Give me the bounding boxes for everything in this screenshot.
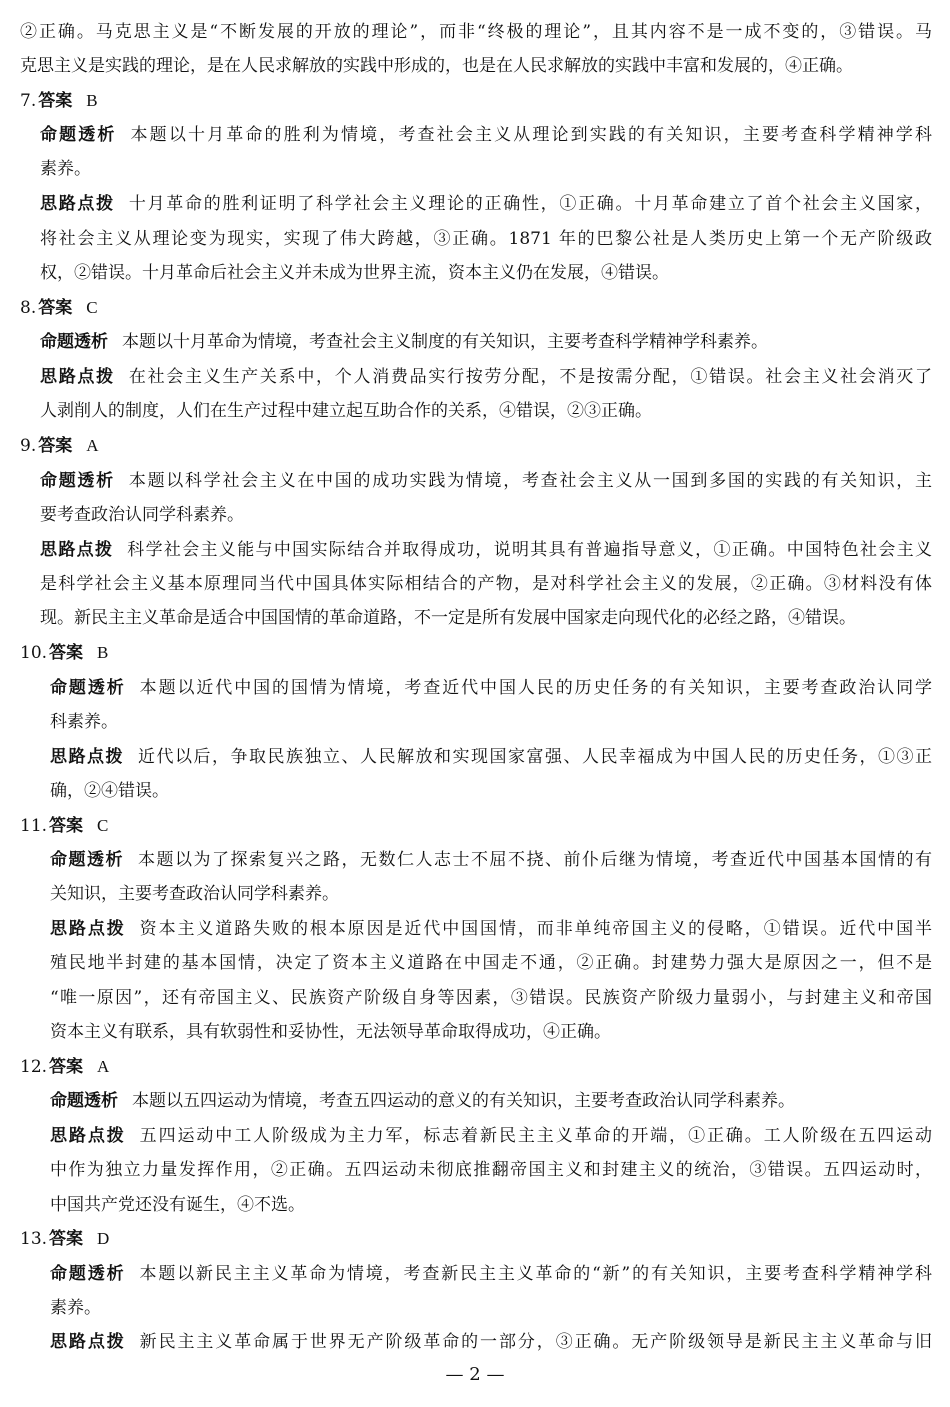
question-header	[20, 636, 108, 670]
hint-text: 十月革命的胜利证明了科学社会主义理论的正确性，①正确。十月革命建立了首个社会主义国家，	[128, 194, 932, 214]
intro-line: 克思主义是实践的理论，是在人民求解放的实践中形成的，也是在人民求解放的实践中丰富和发展的，④正确。	[20, 56, 853, 76]
question-number: 13.	[20, 1229, 48, 1249]
analysis-text: 本题以十月革命为情境，考查社会主义制度的有关知识，主要考查科学精神学科素养。	[122, 332, 768, 352]
analysis-line	[50, 843, 932, 877]
question-number: 12.	[20, 1057, 48, 1077]
analysis-label: 命题透析	[50, 678, 126, 698]
answer-value: C	[97, 816, 109, 835]
question-header	[20, 291, 98, 325]
hint-line	[40, 533, 932, 567]
hint-label: 思路点拨	[50, 747, 124, 767]
question-number: 10.	[20, 643, 48, 663]
hint-line: 人剥削人的制度，人们在生产过程中建立起互助合作的关系，④错误，②③正确。	[40, 401, 652, 421]
analysis-line	[50, 671, 932, 705]
hint-line	[40, 360, 932, 394]
hint-line: 确，②④错误。	[50, 781, 169, 801]
hint-label: 思路点拨	[50, 1126, 126, 1146]
hint-text: 五四运动中工人阶级成为主力军，标志着新民主主义革命的开端，①正确。工人阶级在五四运动	[139, 1126, 932, 1146]
hint-label: 思路点拨	[50, 919, 126, 939]
analysis-label: 命题透析	[40, 125, 117, 145]
analysis-text: 本题以新民主主义革命为情境，考查新民主主义革命的“新”的有关知识，主要考查科学精神学科	[139, 1264, 932, 1284]
hint-line: 中国共产党还没有诞生，④不选。	[50, 1195, 305, 1215]
question-header	[20, 429, 99, 463]
question-header	[20, 84, 98, 118]
hint-label: 思路点拨	[40, 367, 115, 387]
intro-line: ②正确。马克思主义是“不断发展的开放的理论”，而非“终极的理论”，且其内容不是一成不变的，③错误。马	[20, 22, 932, 42]
hint-line: 中作为独立力量发挥作用，②正确。五四运动未彻底推翻帝国主义和封建主义的统治，③错误。五四运动时，	[50, 1160, 932, 1180]
analysis-label: 命题透析	[40, 332, 108, 352]
answer-label: 答案	[38, 91, 73, 111]
analysis-label: 命题透析	[40, 471, 115, 491]
analysis-label: 命题透析	[50, 1091, 118, 1111]
question-number: 7.	[20, 91, 37, 111]
answer-label: 答案	[49, 816, 84, 836]
analysis-text: 本题以近代中国的国情为情境，考查近代中国人民的历史任务的有关知识，主要考查政治认同学	[139, 678, 932, 698]
hint-line	[50, 1119, 932, 1153]
question-header	[20, 1050, 109, 1084]
question-number: 8.	[20, 298, 37, 318]
question-number: 9.	[20, 436, 37, 456]
hint-line: “唯一原因”，还有帝国主义、民族资产阶级自身等因素，③错误。民族资产阶级力量弱小，与封建主义和帝国	[50, 988, 932, 1008]
analysis-line	[40, 118, 932, 152]
analysis-line	[40, 464, 932, 498]
analysis-label: 命题透析	[50, 850, 124, 870]
hint-line: 资本主义有联系，具有软弱性和妥协性，无法领导革命取得成功，④正确。	[50, 1022, 611, 1042]
analysis-line: 科素养。	[50, 712, 118, 732]
question-header	[20, 809, 108, 843]
page-number: — 2 —	[445, 1364, 505, 1385]
analysis-line	[50, 1257, 932, 1291]
hint-text: 在社会主义生产关系中，个人消费品实行按劳分配，不是按需分配，①错误。社会主义社会消灭了	[128, 367, 932, 387]
hint-line: 将社会主义从理论变为现实，实现了伟大跨越，③正确。1871 年的巴黎公社是人类历史上第一个无产阶级政	[40, 229, 932, 249]
hint-text: 资本主义道路失败的根本原因是近代中国国情，而非单纯帝国主义的侵略，①错误。近代中国半	[139, 919, 932, 939]
answer-value: A	[97, 1057, 110, 1076]
analysis-line: 素养。	[40, 159, 91, 179]
hint-line: 殖民地半封建的基本国情，决定了资本主义道路在中国走不通，②正确。封建势力强大是原因之一，但不是	[50, 953, 932, 973]
analysis-line	[50, 1084, 932, 1118]
answer-label: 答案	[49, 1057, 84, 1077]
hint-line	[40, 187, 932, 221]
analysis-line	[40, 325, 932, 359]
hint-line: 权，②错误。十月革命后社会主义并未成为世界主流，资本主义仍在发展，④错误。	[40, 263, 669, 283]
question-number: 11.	[20, 816, 48, 836]
hint-line	[50, 740, 932, 774]
question-header	[20, 1222, 109, 1256]
hint-line: 现。新民主主义革命是适合中国国情的革命道路，不一定是所有发展中国家走向现代化的必经之路，④错误。	[40, 608, 856, 628]
answer-value: A	[86, 436, 99, 455]
hint-line: 是科学社会主义基本原理同当代中国具体实际相结合的产物，是对科学社会主义的发展，②正确。③材料没有体	[40, 574, 932, 594]
analysis-line: 要考查政治认同学科素养。	[40, 505, 244, 525]
answer-label: 答案	[38, 436, 73, 456]
analysis-line: 关知识，主要考查政治认同学科素养。	[50, 884, 339, 904]
analysis-line: 素养。	[50, 1298, 101, 1318]
analysis-text: 本题以五四运动为情境，考查五四运动的意义的有关知识，主要考查政治认同学科素养。	[132, 1091, 795, 1111]
answer-label: 答案	[49, 1229, 84, 1249]
analysis-label: 命题透析	[50, 1264, 126, 1284]
answer-value: D	[97, 1229, 110, 1248]
hint-text: 科学社会主义能与中国实际结合并取得成功，说明其具有普遍指导意义，①正确。中国特色社会主义	[127, 540, 932, 560]
hint-label: 思路点拨	[40, 194, 115, 214]
analysis-text: 本题以十月革命的胜利为情境，考查社会主义从理论到实践的有关知识，主要考查科学精神学科	[130, 125, 932, 145]
hint-text: 近代以后，争取民族独立、人民解放和实现国家富强、人民幸福成为中国人民的历史任务，①③正	[138, 747, 932, 767]
answer-value: B	[97, 643, 109, 662]
answer-label: 答案	[38, 298, 73, 318]
analysis-text: 本题以科学社会主义在中国的成功实践为情境，考查社会主义从一国到多国的实践的有关知识，主	[128, 471, 932, 491]
hint-line	[50, 1325, 932, 1359]
analysis-text: 本题以为了探索复兴之路，无数仁人志士不屈不挠、前仆后继为情境，考查近代中国基本国情的有	[138, 850, 932, 870]
hint-line	[50, 912, 932, 946]
hint-text: 新民主主义革命属于世界无产阶级革命的一部分，③正确。无产阶级领导是新民主主义革命与旧	[139, 1332, 932, 1352]
answer-label: 答案	[49, 643, 84, 663]
hint-label: 思路点拨	[50, 1332, 126, 1352]
hint-label: 思路点拨	[40, 540, 114, 560]
answer-value: C	[86, 298, 98, 317]
answer-value: B	[86, 91, 98, 110]
